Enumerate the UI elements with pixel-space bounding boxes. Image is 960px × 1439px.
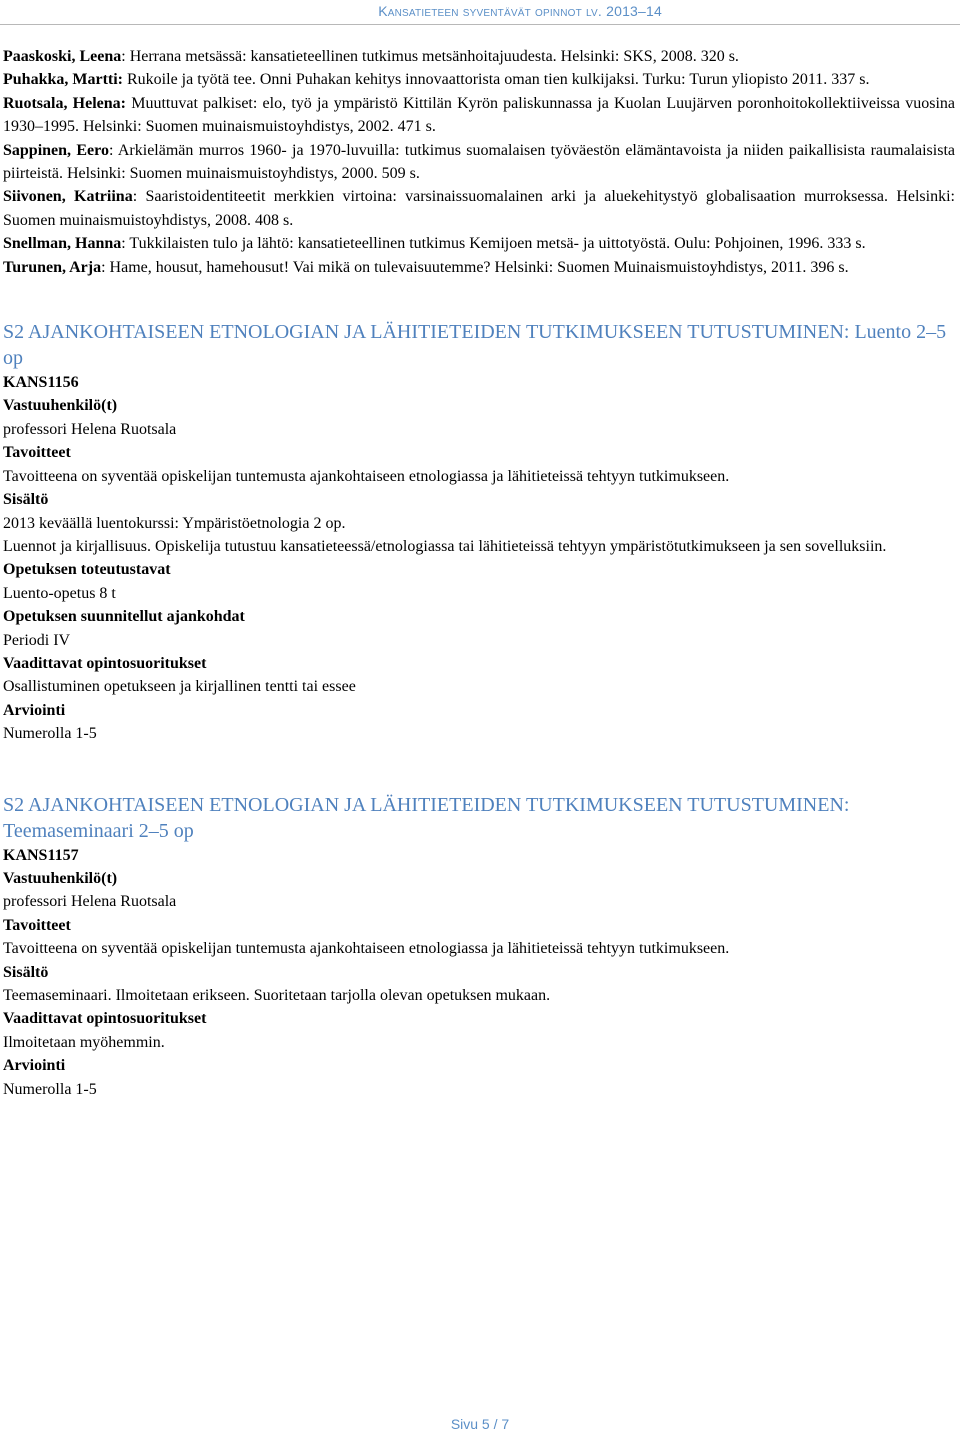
reference-text: Muuttuvat palkiset: elo, työ ja ympäristö Kittilän Kyrön paliskunnassa ja Kuolan Luujärven poronhoitokollektiiveissa vuosina 1930–1995. Helsinki: Suomen muinaismuistoyhdistys, 2002. 471 s. xyxy=(3,94,955,136)
field-label-responsible: Vastuuhenkilö(t) xyxy=(3,397,118,415)
reference-item xyxy=(3,45,955,68)
reference-item xyxy=(3,232,955,255)
course-kans1157 xyxy=(3,792,955,1101)
field-value: Tavoitteena on syventää opiskelijan tuntemusta ajankohtaiseen etnologiassa ja lähitieteissä tehtyyn tutkimukseen. xyxy=(3,467,730,485)
field-value: Osallistuminen opetukseen ja kirjallinen tentti tai essee xyxy=(3,678,356,696)
reference-item xyxy=(3,92,955,139)
field-value: Numerolla 1-5 xyxy=(3,725,97,743)
reference-author: Snellman, Hanna xyxy=(3,235,122,253)
reference-author: Siivonen, Katriina xyxy=(3,188,133,206)
field-label-teaching-methods: Opetuksen toteutustavat xyxy=(3,561,171,579)
page-number: Sivu 5 / 7 xyxy=(450,1416,510,1432)
running-header: Kansatieteen syventävät opinnot lv. 2013–14 xyxy=(378,3,662,19)
field-value: Ilmoitetaan myöhemmin. xyxy=(3,1033,165,1051)
field-label-assessment: Arviointi xyxy=(3,1057,66,1075)
field-value: professori Helena Ruotsala xyxy=(3,420,177,438)
reference-author: Ruotsala, Helena: xyxy=(3,94,126,112)
field-label-content: Sisältö xyxy=(3,963,49,981)
field-value: professori Helena Ruotsala xyxy=(3,893,177,911)
reference-item xyxy=(3,185,955,232)
field-label-content: Sisältö xyxy=(3,491,49,509)
reference-text: Rukoile ja työtä tee. Onni Puhakan kehitys innovaattorista oman tien kulkijaksi. Turku: Turun yliopisto 2011. 337 s. xyxy=(123,71,870,89)
field-label-goals: Tavoitteet xyxy=(3,444,71,462)
reference-text: : Arkielämän murros 1960- ja 1970-luvuilla: tutkimus suomalaisen työväestön elämäntavoista ja niiden paikallisista raumalaisista piirteistä. Helsinki: Suomen muinaismuistoyhdistys, 2000. 509 s. xyxy=(3,141,956,183)
page-body xyxy=(3,45,955,1101)
course-code: KANS1156 xyxy=(3,374,79,392)
reference-author: Paaskoski, Leena xyxy=(3,48,122,65)
course-code: KANS1157 xyxy=(3,846,79,864)
field-value: Tavoitteena on syventää opiskelijan tuntemusta ajankohtaiseen etnologiassa ja lähitieteissä tehtyyn tutkimukseen. xyxy=(3,940,730,958)
field-label-goals: Tavoitteet xyxy=(3,916,71,934)
field-value: Teemaseminaari. Ilmoitetaan erikseen. Suoritetaan tarjolla olevan opetuksen mukaan. xyxy=(3,987,551,1004)
field-value: Luento-opetus 8 t xyxy=(3,584,116,602)
field-label-assessment: Arviointi xyxy=(3,701,66,719)
reference-item xyxy=(3,68,955,91)
field-label-schedule: Opetuksen suunnitellut ajankohdat xyxy=(3,608,245,626)
reference-text: : Tukkilaisten tulo ja lähtö: kansatieteellinen tutkimus Kemijoen metsä- ja uittotyöstä. Oulu: Pohjoinen, 1996. 333 s. xyxy=(121,235,866,253)
course-title: S2 AJANKOHTAISEEN ETNOLOGIAN JA LÄHITIETEIDEN TUTKIMUKSEEN TUTUSTUMINEN: Teemaseminaari 2–5 op xyxy=(3,793,850,842)
field-value: Numerolla 1-5 xyxy=(3,1080,97,1098)
field-label-requirements: Vaadittavat opintosuoritukset xyxy=(3,1010,207,1028)
reference-author: Puhakka, Martti: xyxy=(3,71,123,89)
reference-text: : Hame, housut, hamehousut! Vai mikä on tulevaisuutemme? Helsinki: Suomen Muinaismuistoyhdistys, 2011. 396 s. xyxy=(101,258,849,276)
course-kans1156 xyxy=(3,319,955,746)
field-value: Luennot ja kirjallisuus. Opiskelija tutustuu kansatieteessä/etnologiassa tai lähitieteissä tehtyyn ympäristötutkimukseen ja sen sovelluksiin. xyxy=(3,537,887,555)
reference-list xyxy=(3,45,955,279)
reference-author: Turunen, Arja xyxy=(3,258,102,276)
reference-author: Sappinen, Eero xyxy=(3,141,109,159)
reference-item xyxy=(3,256,955,279)
field-label-requirements: Vaadittavat opintosuoritukset xyxy=(3,654,207,672)
header-divider xyxy=(0,24,960,25)
field-value: 2013 keväällä luentokurssi: Ympäristöetnologia 2 op. xyxy=(3,514,346,532)
reference-text: : Saaristoidentiteetit merkkien virtoina: varsinaissuomalainen arki ja aluekehitystyö globalisaation murroksessa. Helsinki: Suomen muinaismuistoyhdistys, 2008. 408 s. xyxy=(3,188,955,229)
course-title: S2 AJANKOHTAISEEN ETNOLOGIAN JA LÄHITIETEIDEN TUTKIMUKSEEN TUTUSTUMINEN: Luento 2–5 op xyxy=(3,321,947,370)
field-label-responsible: Vastuuhenkilö(t) xyxy=(3,869,118,887)
reference-text: : Herrana metsässä: kansatieteellinen tutkimus metsänhoitajuudesta. Helsinki: SKS, 2008. 320 s. xyxy=(121,48,739,65)
reference-item xyxy=(3,139,955,186)
field-value: Periodi IV xyxy=(3,631,71,649)
